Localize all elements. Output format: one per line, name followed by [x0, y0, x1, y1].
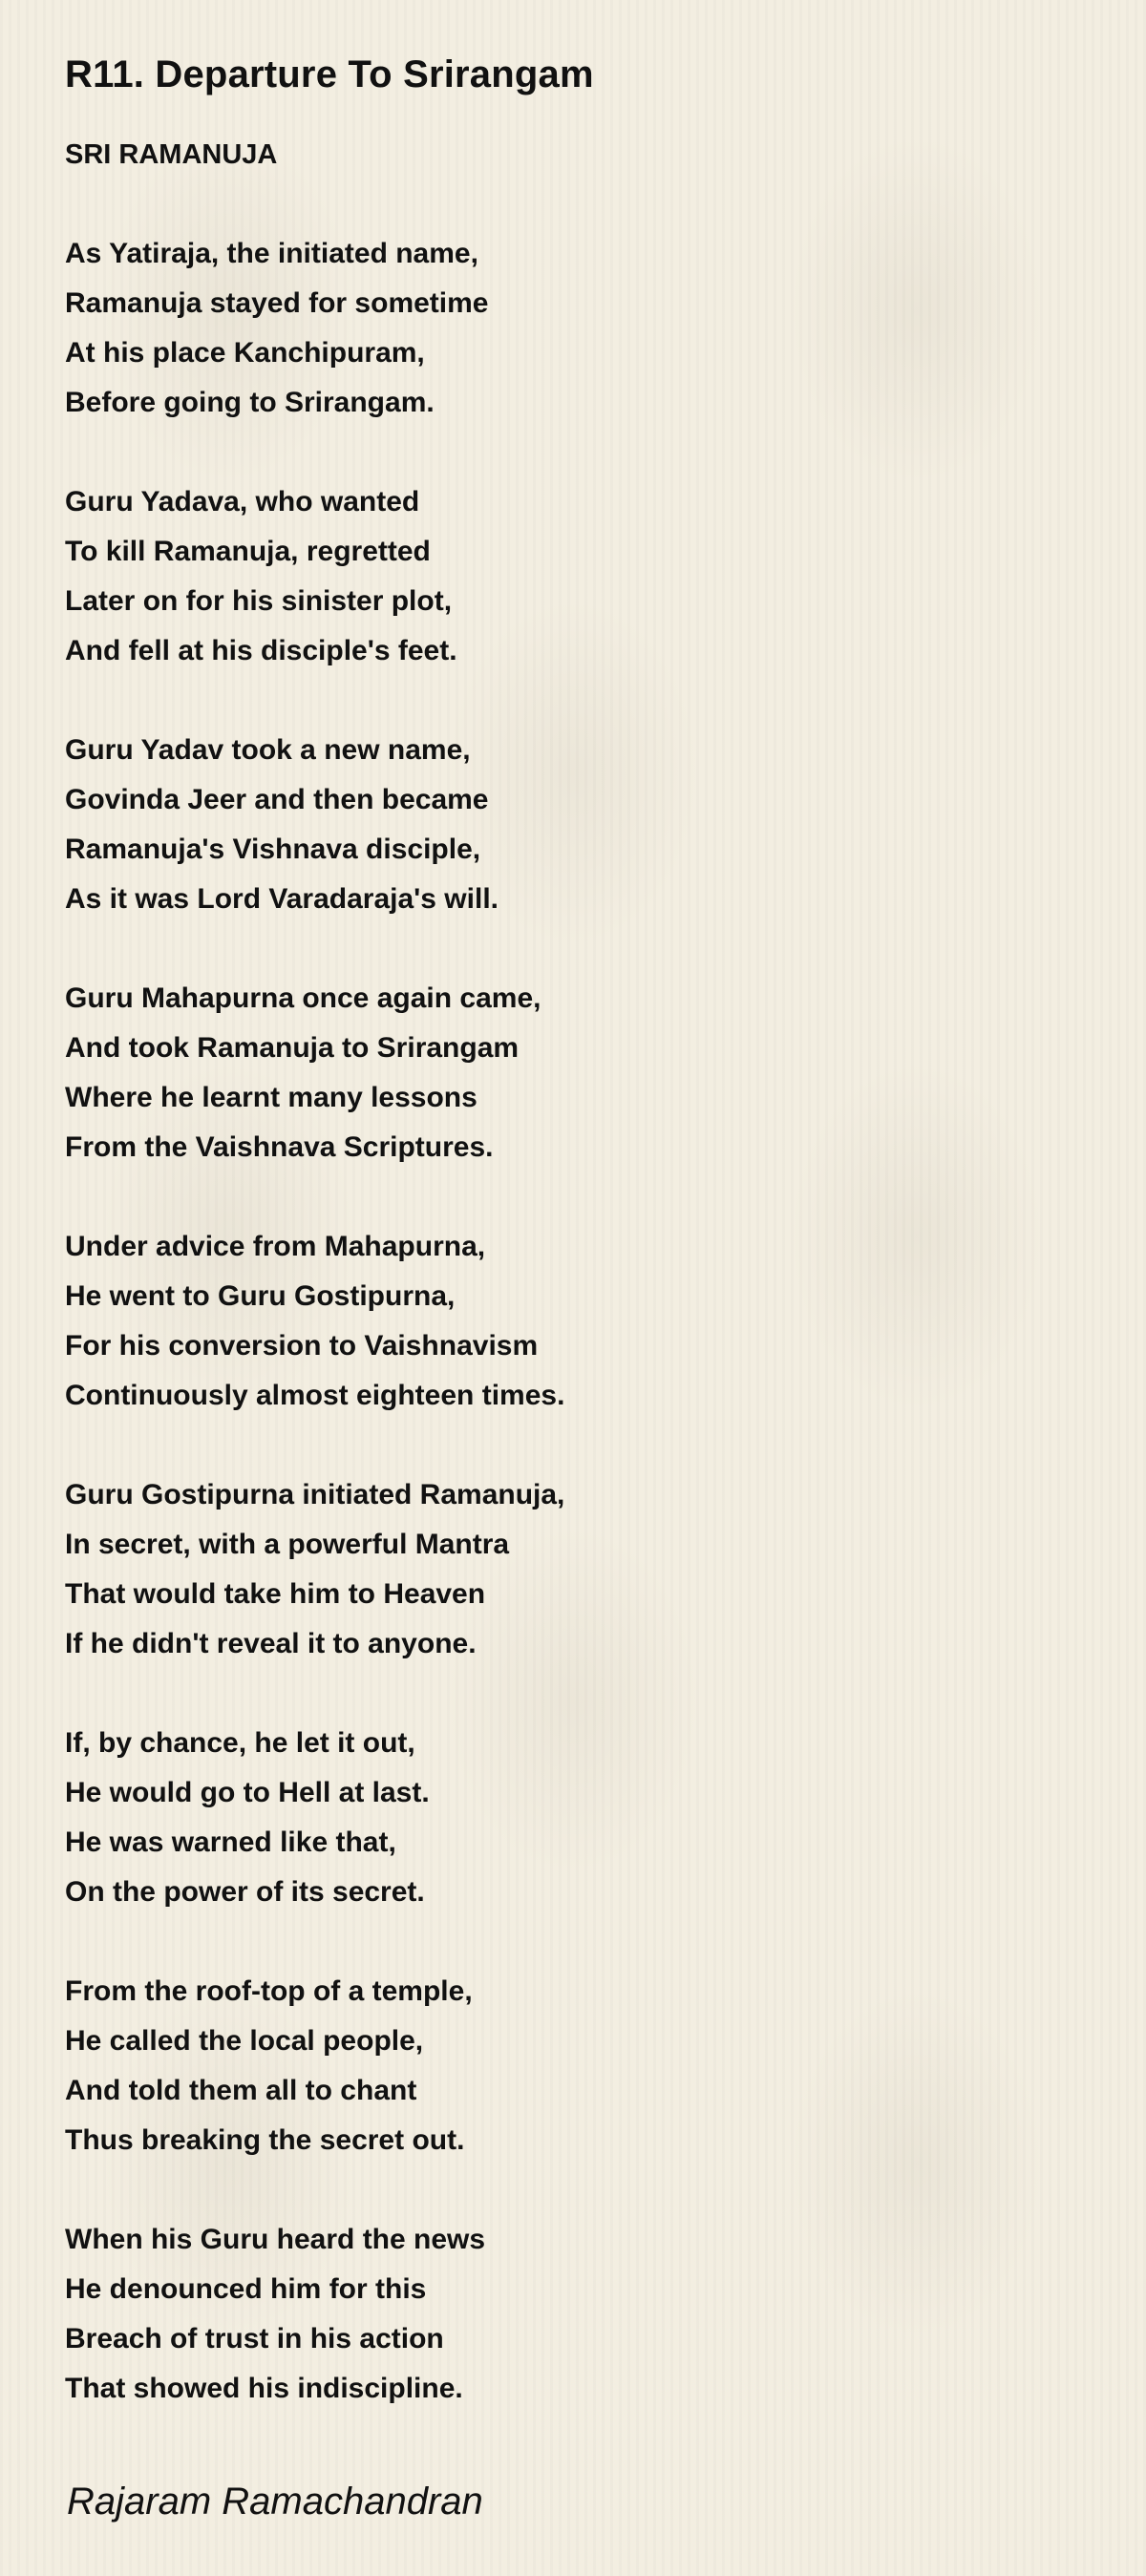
poem-line: As Yatiraja, the initiated name,	[65, 238, 478, 269]
poem-line: If he didn't reveal it to anyone.	[65, 1628, 477, 1659]
poem-title: R11. Departure To Srirangam	[65, 53, 594, 95]
poem-line: Later on for his sinister plot,	[65, 585, 453, 617]
stanza	[65, 974, 1096, 1172]
poem-line: He went to Guru Gostipurna,	[65, 1280, 456, 1312]
poem-line: He denounced him for this	[65, 2273, 427, 2305]
poem-line: And fell at his disciple's feet.	[65, 635, 457, 666]
poem-line: Guru Yadava, who wanted	[65, 486, 420, 517]
poem-line: Guru Gostipurna initiated Ramanuja,	[65, 1479, 565, 1510]
poem-author: Rajaram Ramachandran	[67, 2481, 483, 2523]
poem-subtitle: SRI RAMANUJA	[65, 139, 278, 170]
poem-line: At his place Kanchipuram,	[65, 337, 425, 369]
poem-line: He was warned like that,	[65, 1826, 396, 1858]
poem-line: That showed his indiscipline.	[65, 2373, 463, 2404]
poem-body	[65, 229, 1096, 2414]
poem-line: On the power of its secret.	[65, 1876, 425, 1908]
poem-line: Where he learnt many lessons	[65, 1082, 478, 1113]
poem-line: Before going to Srirangam.	[65, 387, 435, 418]
stanza	[65, 1222, 1096, 1421]
poem-line: When his Guru heard the news	[65, 2224, 486, 2255]
poem-container	[65, 46, 1096, 2463]
poem-line: He called the local people,	[65, 2025, 424, 2057]
poem-line: Guru Mahapurna once again came,	[65, 982, 541, 1014]
poem-line: Guru Yadav took a new name,	[65, 734, 471, 766]
poem-line: And took Ramanuja to Srirangam	[65, 1032, 520, 1064]
stanza	[65, 726, 1096, 924]
poem-line: Ramanuja's Vishnava disciple,	[65, 834, 481, 865]
poem-line: Govinda Jeer and then became	[65, 784, 489, 815]
stanza	[65, 1967, 1096, 2165]
poem-line: To kill Ramanuja, regretted	[65, 536, 431, 567]
poem-line: In secret, with a powerful Mantra	[65, 1529, 510, 1560]
stanza	[65, 1470, 1096, 1669]
poem-line: And told them all to chant	[65, 2075, 417, 2106]
poem-line: From the Vaishnava Scriptures.	[65, 1131, 494, 1163]
poem-line: Breach of trust in his action	[65, 2323, 444, 2354]
stanza	[65, 2215, 1096, 2414]
stanza	[65, 477, 1096, 676]
poem-line: Ramanuja stayed for sometime	[65, 287, 489, 319]
poem-line: Continuously almost eighteen times.	[65, 1380, 565, 1411]
poem-line: If, by chance, he let it out,	[65, 1727, 415, 1759]
poem-line: As it was Lord Varadaraja's will.	[65, 883, 499, 915]
poem-line: He would go to Hell at last.	[65, 1777, 430, 1808]
stanza	[65, 1719, 1096, 1917]
poem-line: That would take him to Heaven	[65, 1578, 486, 1610]
poem-line: For his conversion to Vaishnavism	[65, 1330, 539, 1362]
poem-line: Thus breaking the secret out.	[65, 2124, 465, 2156]
poem-line: Under advice from Mahapurna,	[65, 1231, 486, 1262]
poem-line: From the roof-top of a temple,	[65, 1975, 473, 2007]
stanza	[65, 229, 1096, 428]
